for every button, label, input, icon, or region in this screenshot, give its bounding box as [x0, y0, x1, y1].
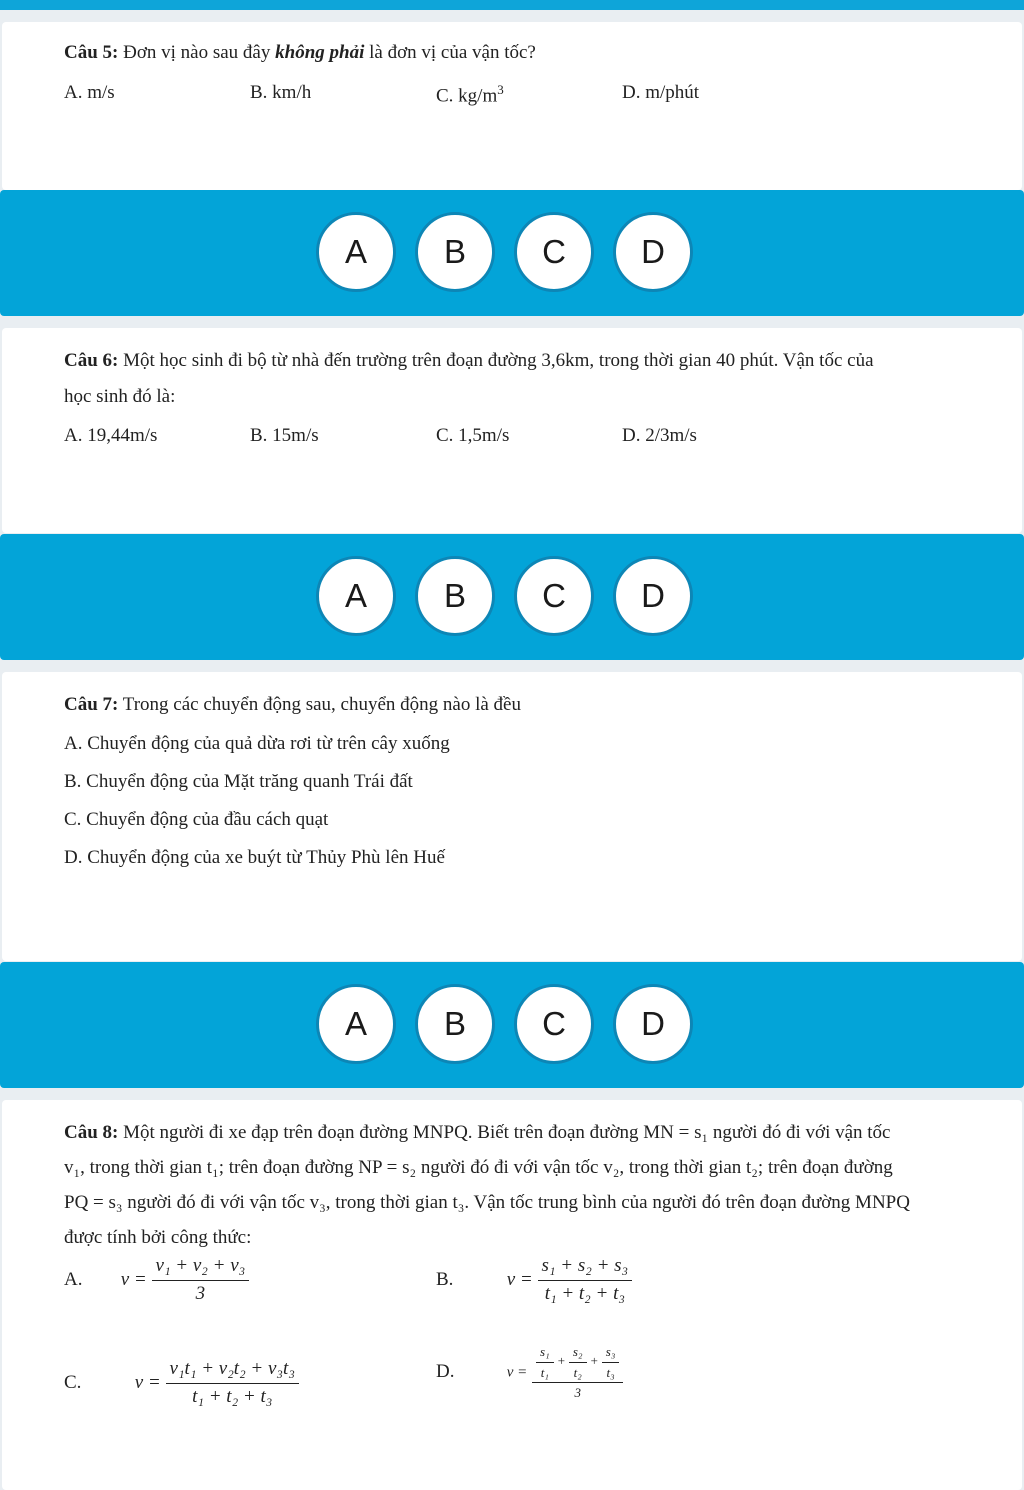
- option-c: C. $kg/m^3$: [436, 82, 504, 107]
- answer-button-a[interactable]: A: [316, 212, 396, 292]
- fraction: $\frac{\text{v₁t₁ + v₂t₂ + v₃t₃}}{\text{t₁ + t₂ + t₃}}$: [166, 1358, 299, 1409]
- option-c: C. v = $\frac{\text{v₁t₁ + v₂t₂ + v₃t₃}}{\text{t₁ + t₂ + t₃}}$: [64, 1358, 299, 1409]
- answer-button-d[interactable]: D: [613, 984, 693, 1064]
- option-c: C. 1,5m/s: [436, 425, 510, 446]
- question-6-text: Câu 6: Một học sinh đi bộ từ nhà đến trường trên đoạn đường 3,6km, trong thời gian 40 phút. Vận tốc của: [64, 350, 874, 371]
- answer-button-c[interactable]: C: [514, 212, 594, 292]
- answer-button-a[interactable]: A: [316, 984, 396, 1064]
- question-label: Câu 5:: [64, 42, 119, 63]
- answer-button-d[interactable]: D: [613, 556, 693, 636]
- question-8-line3: PQ = s₃ người đó đi với vận tốc v₃, trong thời gian t₃. Vận tốc trung bình của người đó trên đoạn đường MNPQ: [64, 1192, 910, 1213]
- option-b: B. 15m/s: [250, 425, 319, 446]
- option-a: A. m/s: [64, 82, 115, 103]
- option-d: D. v = $\frac{\text{s₁}}{\text{t₁}}$ + $\frac{\text{s₂}}{\text{t₂}}$ + $\frac{\text{s₃}}{\text{t₃}}$ 3: [436, 1344, 623, 1401]
- option-c: C. Chuyển động của đầu cách quạt: [64, 809, 329, 830]
- fraction: $\frac{\text{s₁}}{\text{t₁}}$ + $\frac{\text{s₂}}{\text{t₂}}$ + $\frac{\text{s₃}}{\text{t₃}}$ 3: [532, 1344, 623, 1401]
- option-b: B. v = $\frac{\text{s₁ + s₂ + s₃}}{\text{t₁ + t₂ + t₃}}$: [436, 1255, 632, 1306]
- question-5-card: [2, 22, 1022, 190]
- answer-bar-q7: [0, 962, 1024, 1088]
- option-a: A. Chuyển động của quả dừa rơi từ trên cây xuống: [64, 733, 450, 754]
- question-8-text: Câu 8: Một người đi xe đạp trên đoạn đường MNPQ. Biết trên đoạn đường MN = s₁ người đó đi với vận tốc: [64, 1122, 891, 1143]
- question-8-line2: v₁, trong thời gian t₁; trên đoạn đường NP = s₂ người đó đi với vận tốc v₂, trong thời gian t₂; trên đoạn đường: [64, 1157, 893, 1178]
- option-a: A. v = $\frac{\text{v₁ + v₂ + v₃}}{3}$: [64, 1255, 249, 1306]
- option-b: B. km/h: [250, 82, 312, 103]
- fraction: $\frac{\text{v₁ + v₂ + v₃}}{3}$: [152, 1255, 250, 1306]
- answer-bar-q6: [0, 534, 1024, 660]
- question-6-text-line2: học sinh đó là:: [64, 386, 176, 407]
- question-7-text: Câu 7: Trong các chuyển động sau, chuyển động nào là đều: [64, 694, 521, 715]
- question-8-card: [2, 1100, 1022, 1490]
- answer-bar-q5: [0, 190, 1024, 316]
- option-b: B. Chuyển động của Mặt trăng quanh Trái đất: [64, 771, 413, 792]
- question-5-text: Câu 5: Đơn vị nào sau đây không phải là đơn vị của vận tốc?: [64, 42, 536, 63]
- question-7-card: [2, 672, 1022, 961]
- question-6-card: [2, 328, 1022, 533]
- option-d: D. m/phút: [622, 82, 700, 103]
- option-a: A. 19,44m/s: [64, 425, 158, 446]
- answer-button-c[interactable]: C: [514, 556, 594, 636]
- answer-button-b[interactable]: B: [415, 984, 495, 1064]
- option-d: D. 2/3m/s: [622, 425, 697, 446]
- fraction: $\frac{\text{s₁ + s₂ + s₃}}{\text{t₁ + t₂ + t₃}}$: [538, 1255, 633, 1306]
- answer-button-b[interactable]: B: [415, 556, 495, 636]
- answer-button-c[interactable]: C: [514, 984, 594, 1064]
- answer-button-d[interactable]: D: [613, 212, 693, 292]
- answer-button-b[interactable]: B: [415, 212, 495, 292]
- answer-button-a[interactable]: A: [316, 556, 396, 636]
- top-accent-bar: [0, 0, 1024, 10]
- option-d: D. Chuyển động của xe buýt từ Thủy Phù lên Huế: [64, 847, 445, 868]
- question-8-line4: được tính bởi công thức:: [64, 1227, 252, 1248]
